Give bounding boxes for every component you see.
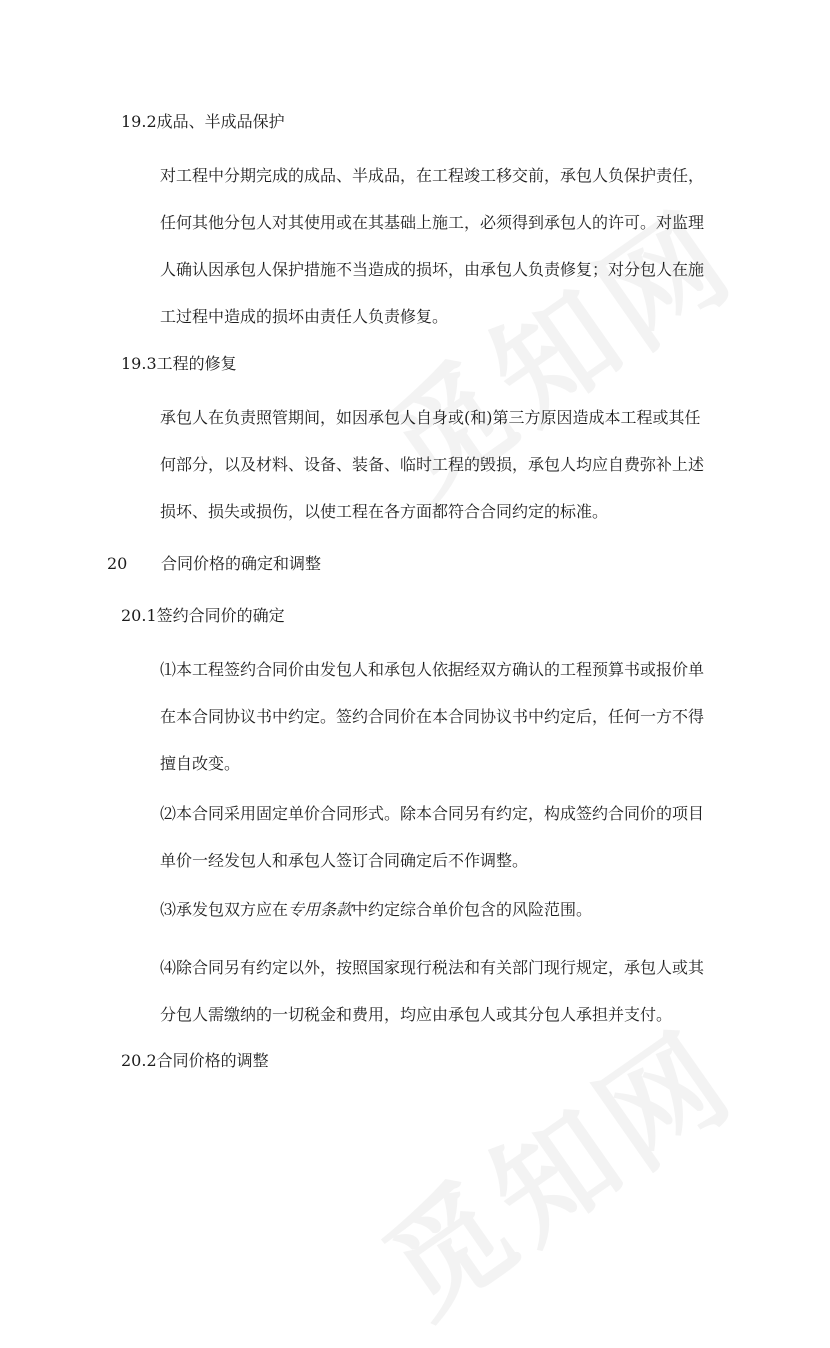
paragraph-19-2 (160, 152, 750, 340)
text-line: 工过程中造成的损坏由责任人负责修复。 (160, 307, 449, 326)
paragraph-20-1-item-4 (160, 944, 750, 1038)
text-line: 何部分，以及材料、设备、装备、临时工程的毁损，承包人均应自费弥补上述 (160, 455, 705, 474)
text-line: 损坏、损失或损伤，以使工程在各方面都符合合同约定的标准。 (160, 502, 609, 521)
text-line: 单价一经发包人和承包人签订合同确定后不作调整。 (160, 851, 529, 870)
watermark (346, 984, 764, 1348)
section-heading-20-1: 20.1签约合同价的确定 (121, 606, 285, 625)
text-line (160, 886, 750, 933)
text-line: 承包人在负责照管期间，如因承包人自身或(和)第三方原因造成本工程或其任 (160, 408, 701, 427)
section-number: 20 (107, 554, 128, 573)
text-line: ⑷除合同另有约定以外，按照国家现行税法和有关部门现行规定，承包人或其 (160, 958, 705, 977)
paragraph-19-3 (160, 394, 750, 535)
section-title: 合同价格的确定和调整 (161, 554, 322, 573)
text-line: 任何其他分包人对其使用或在其基础上施工，必须得到承包人的许可。对监理 (160, 213, 705, 232)
section-heading-20-2: 20.2合同价格的调整 (121, 1051, 269, 1070)
section-heading-19-2: 19.2成品、半成品保护 (121, 112, 285, 131)
paragraph-20-1-item-3 (160, 886, 750, 933)
text-segment: ⑶承发包双方应在 (160, 900, 289, 919)
text-line: 分包人需缴纳的一切税金和费用，均应由承包人或其分包人承担并支付。 (160, 1005, 673, 1024)
paragraph-20-1-item-2 (160, 790, 750, 884)
text-segment: 中约定综合单价包含的风险范围。 (352, 900, 593, 919)
text-line: ⑴本工程签约合同价由发包人和承包人依据经双方确认的工程预算书或报价单 (160, 660, 705, 679)
text-line: ⑵本合同采用固定单价合同形式。除本合同另有约定，构成签约合同价的项目 (160, 804, 705, 823)
emphasized-term: 专用条款 (288, 900, 353, 919)
text-line: 对工程中分期完成的成品、半成品，在工程竣工移交前，承包人负保护责任， (160, 166, 705, 185)
section-heading-19-3: 19.3工程的修复 (121, 354, 237, 373)
section-heading-20 (107, 552, 321, 576)
text-line: 人确认因承包人保护措施不当造成的损坏，由承包人负责修复；对分包人在施 (160, 260, 705, 279)
paragraph-20-1-item-1 (160, 646, 750, 787)
text-line: 在本合同协议书中约定。签约合同价在本合同协议书中约定后，任何一方不得 (160, 707, 705, 726)
text-line: 擅自改变。 (160, 754, 241, 773)
